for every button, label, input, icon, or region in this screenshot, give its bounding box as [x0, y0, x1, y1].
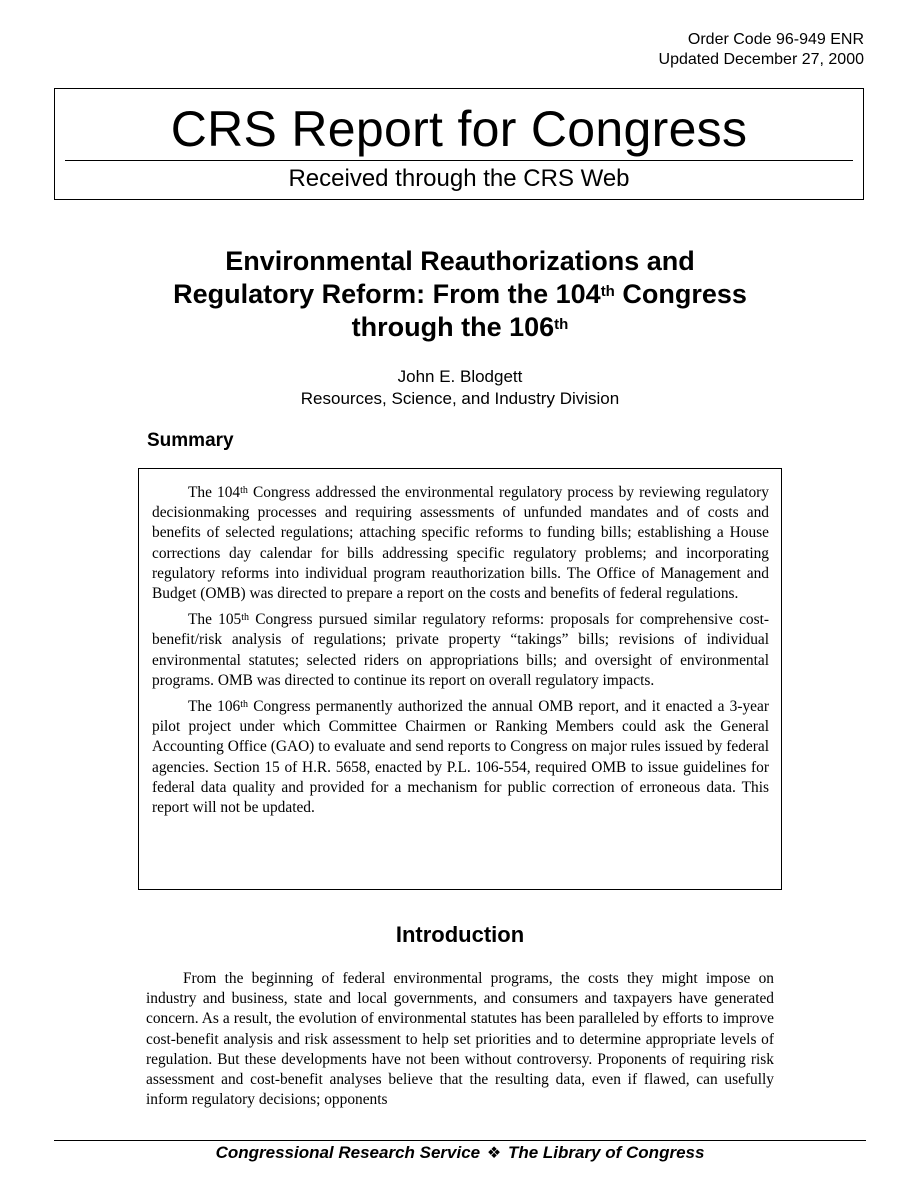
author-name: John E. Blodgett	[397, 367, 523, 386]
footer-divider	[54, 1140, 866, 1141]
banner-subtitle: Received through the CRS Web	[288, 165, 630, 192]
introduction-paragraph: From the beginning of federal environmental programs, the costs they might impose on industry and business, state and local governments, and consumers and taxpayers have generated concern. As a result, the evolution of environmental statutes has been paralleled by efforts to improve cost-benefit analysis and risk assessment to help set priorities and to determine appropriate levels of regulation. But these developments have not been without controversy. Proponents of requiring risk assessment and cost-benefit analyses believe that the resulting data, even if flawed, can usefully inform regulatory decisions; opponents	[146, 970, 774, 1109]
author-block	[0, 366, 920, 410]
summary-p2-lead: The 105	[188, 611, 242, 629]
banner-divider	[65, 160, 853, 161]
title-line-3	[0, 311, 920, 344]
summary-paragraph-3	[152, 697, 769, 818]
crs-banner	[54, 88, 864, 200]
title-line-2	[0, 278, 920, 311]
title-superscript: th	[600, 283, 615, 300]
title-line-1	[0, 245, 920, 278]
title-line-2-tail: Congress	[614, 279, 747, 309]
author-division: Resources, Science, and Industry Division	[300, 389, 620, 408]
summary-p2-body: Congress pursued similar regulatory reforms: proposals for comprehensive cost-benefit/risk analysis of regulations; private property “takings” bills; revisions of individual environmental statutes; selected riders on appropriations bills; and oversight of environmental programs. OMB was directed to continue its report on overall regulatory impacts.	[152, 611, 769, 689]
page-footer	[0, 1142, 920, 1165]
summary-paragraph-2	[152, 610, 769, 691]
footer-loc: The Library of Congress	[507, 1143, 705, 1162]
summary-p1-body: Congress addressed the environmental regulatory process by reviewing regulatory decisionmaking processes and requiring assessments of unfunded mandates and of costs and benefits of selected regulations; attaching specific reforms to funding bills; establishing a House corrections day calendar for bills addressing specific regulatory problems; and incorporating regulatory reforms into individual program reauthorization bills. The Office of Management and Budget (OMB) was directed to prepare a report on the costs and benefits of federal regulations.	[152, 484, 769, 603]
title-line-3-text: through the 106	[351, 312, 555, 342]
summary-paragraph-1	[152, 483, 769, 604]
title-line-2-text: Regulatory Reform: From the 104	[173, 279, 601, 309]
diamond-icon: ❖	[486, 1145, 502, 1162]
summary-p3-lead: The 106	[188, 698, 241, 716]
title-line-1-text: Environmental Reauthorizations and	[225, 246, 695, 276]
summary-p1-sup: th	[240, 485, 248, 496]
updated-date: Updated December 27, 2000	[658, 51, 864, 68]
introduction-heading: Introduction	[395, 922, 525, 947]
summary-p1-lead: The 104	[188, 484, 241, 501]
banner-title: CRS Report for Congress	[170, 101, 748, 157]
summary-p2-sup: th	[241, 612, 249, 624]
summary-box	[138, 468, 782, 890]
footer-crs: Congressional Research Service	[215, 1143, 481, 1162]
document-title	[0, 245, 920, 344]
order-code-block	[659, 30, 864, 70]
order-code: Order Code 96-949 ENR	[687, 31, 864, 48]
summary-p3-body: Congress permanently authorized the annual OMB report, and it enacted a 3-year pilot project under which Committee Chairmen or Ranking Members could ask the General Accounting Office (GAO) to evaluate and send reports to Congress on major rules issued by federal agencies. Section 15 of H.R. 5658, enacted by P.L. 106-554, required OMB to issue guidelines for federal data quality and provided for a mechanism for public correction of erroneous data. This report will not be updated.	[152, 698, 769, 817]
summary-p3-sup: th	[240, 699, 248, 711]
title-superscript: th	[554, 316, 569, 333]
summary-heading: Summary	[147, 430, 234, 451]
